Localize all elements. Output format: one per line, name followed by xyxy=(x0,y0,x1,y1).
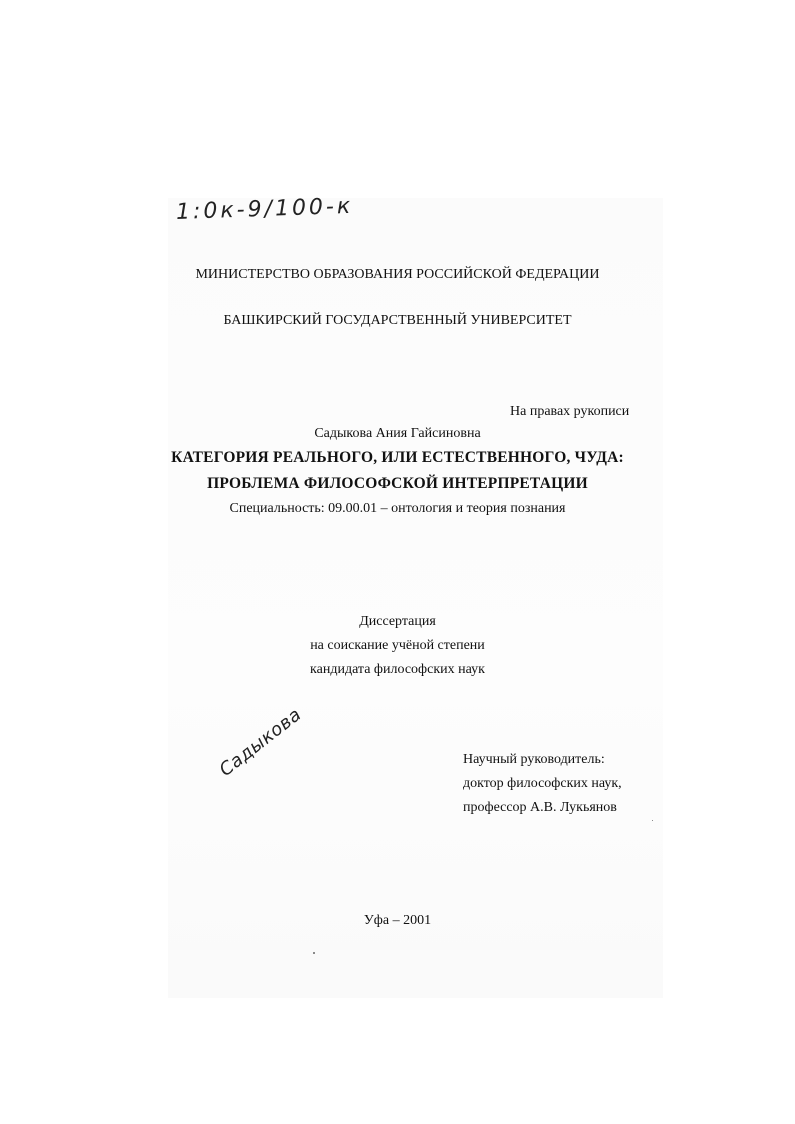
scan-speck xyxy=(313,952,315,954)
title-line-1: КАТЕГОРИЯ РЕАЛЬНОГО, ИЛИ ЕСТЕСТВЕННОГО, ЧУДА: xyxy=(171,449,624,466)
author-signature: Садыкова xyxy=(215,704,306,781)
place-year: Уфа – 2001 xyxy=(363,913,432,928)
university-heading: БАШКИРСКИЙ ГОСУДАРСТВЕННЫЙ УНИВЕРСИТЕТ xyxy=(223,313,572,328)
dissertation-line-1: Диссертация xyxy=(359,614,436,629)
supervisor-label: Научный руководитель: xyxy=(463,752,605,767)
supervisor-name: профессор А.В. Лукьянов xyxy=(463,800,617,815)
title-line-2: ПРОБЛЕМА ФИЛОСОФСКОЙ ИНТЕРПРЕТАЦИИ xyxy=(207,475,588,492)
supervisor-degree: доктор философских наук, xyxy=(463,776,622,791)
manuscript-rights-note: На правах рукописи xyxy=(510,404,630,419)
handwritten-inventory-number: 1:0к-9/100-к xyxy=(175,193,354,225)
scan-speck xyxy=(652,820,653,821)
dissertation-line-2: на соискание учёной степени xyxy=(310,638,485,653)
specialty: Специальность: 09.00.01 – онтология и теория познания xyxy=(229,501,566,516)
dissertation-line-3: кандидата философских наук xyxy=(310,662,485,677)
author-name: Садыкова Ания Гайсиновна xyxy=(314,426,481,441)
ministry-heading: МИНИСТЕРСТВО ОБРАЗОВАНИЯ РОССИЙСКОЙ ФЕДЕРАЦИИ xyxy=(195,267,600,282)
